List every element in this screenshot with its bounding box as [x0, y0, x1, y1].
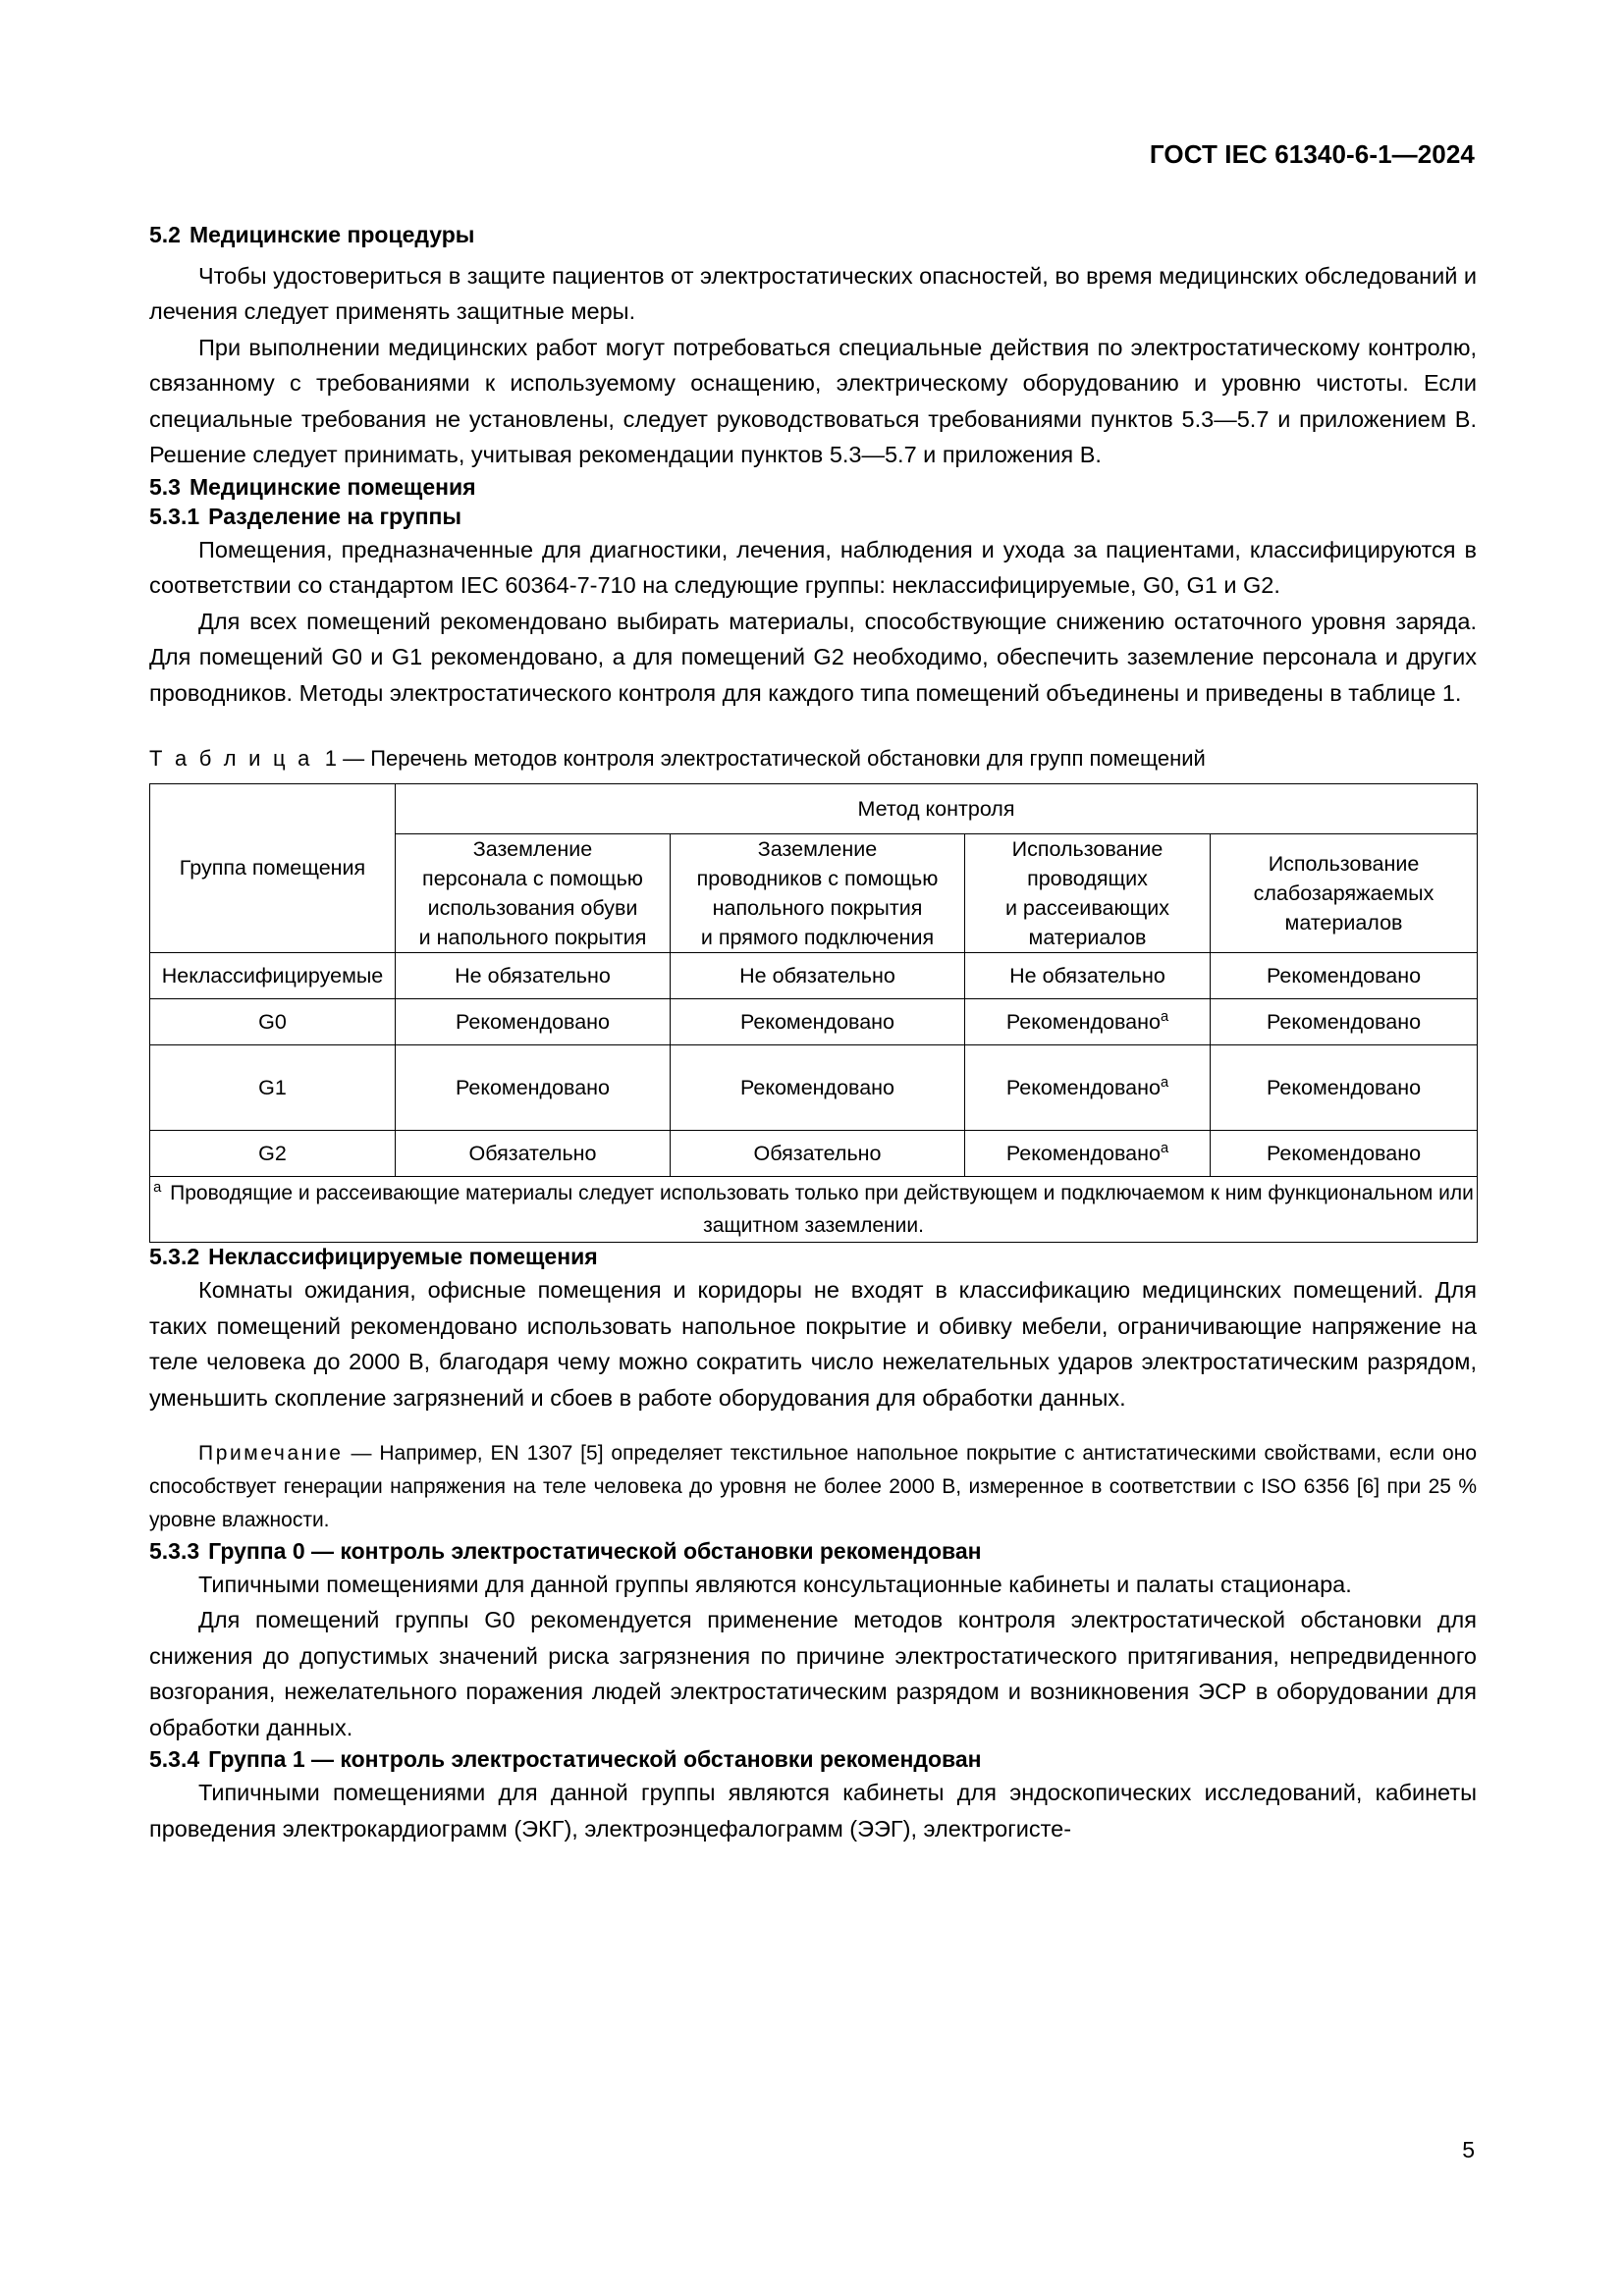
col-2-line-2: проводников с помощью [696, 867, 939, 891]
page-number: 5 [1462, 2137, 1475, 2163]
table-header-method: Метод контроля [396, 784, 1478, 834]
table-header-col-3 [965, 834, 1211, 953]
col-1-line-3: использования обуви [427, 896, 638, 921]
heading-5-3-1-title: Разделение на группы [208, 503, 462, 529]
col-4-line-3: материалов [1284, 911, 1403, 935]
row-1-col-4: Рекомендовано [1211, 999, 1478, 1045]
row-0-col-1: Не обязательно [396, 953, 671, 999]
col-3-line-4: материалов [1028, 926, 1147, 950]
row-1-col-2: Рекомендовано [671, 999, 965, 1045]
col-1-line-1: Заземление [472, 837, 593, 862]
table-footnote-text: Проводящие и рассеивающие материалы следует использовать только при действующем и подключаемом к ним функциональном или защитном заземлении. [164, 1182, 1474, 1238]
table-row [150, 953, 1478, 999]
note-label: Примечание [198, 1442, 344, 1466]
table-row [150, 1045, 1478, 1131]
table-control-methods [149, 783, 1478, 1243]
row-0-col-4: Рекомендовано [1211, 953, 1478, 999]
page-content [149, 221, 1477, 1846]
paragraph-5-3-3-2: Для помещений группы G0 рекомендуется применение методов контроля электростатической обстановки для снижения до допустимых значений риска загрязнения по причине электростатического притягивания, непредвиденного возгорания, нежелательного поражения людей электростатическим разрядом и возникновения ЭСР в оборудовании для обработки данных. [149, 1607, 1477, 1740]
table-caption [149, 744, 1477, 774]
row-2-col-1: Рекомендовано [396, 1045, 671, 1131]
paragraph-5-3-1-1: Помещения, предназначенные для диагностики, лечения, наблюдения и ухода за пациентами, классифицируются в соответствии со стандартом IEC 60364-7-710 на следующие группы: неклассифицируемые, G0, G1 и G2. [149, 536, 1477, 599]
col-2-line-3: напольного покрытия [712, 896, 923, 921]
row-2-col-2: Рекомендовано [671, 1045, 965, 1131]
table-row [150, 999, 1478, 1045]
row-0-col-2: Не обязательно [671, 953, 965, 999]
heading-5-3-title: Медицинские помещения [189, 473, 476, 500]
heading-5-3-2 [149, 1243, 1477, 1272]
table-caption-text: — Перечень методов контроля электростатической обстановки для групп помещений [337, 746, 1206, 772]
heading-5-3-2-title: Неклассифицируемые помещения [208, 1244, 598, 1270]
note-5-3-2 [149, 1437, 1477, 1537]
table-header-col-4 [1211, 834, 1478, 953]
heading-5-3-1 [149, 503, 1477, 532]
heading-5-2-title: Медицинские процедуры [189, 222, 475, 247]
heading-5-3-4-title: Группа 1 — контроль электростатической обстановки рекомендован [208, 1746, 982, 1773]
heading-5-3-number: 5.3 [149, 473, 181, 500]
table-header-col-2 [671, 834, 965, 953]
table-caption-number: 1 [324, 746, 337, 772]
table-header-col-1 [396, 834, 671, 953]
row-3-col-3-text: Рекомендовано [1005, 1141, 1161, 1165]
row-1-col-3-text: Рекомендовано [1005, 1009, 1161, 1034]
row-3-col-3 [965, 1131, 1211, 1177]
col-3-line-1: Использование [1011, 837, 1164, 862]
row-2-col-3 [965, 1045, 1211, 1131]
row-1-col-3 [965, 999, 1211, 1045]
row-1-col-3-footnote-mark: a [1160, 1008, 1169, 1025]
note-text: — Например, EN 1307 [5] определяет текстильное напольное покрытие с антистатическими свойствами, если оно способствует генерации напряжения на теле человека до уровня не более 2000 В, измеренное в соответствии с ISO 6356 [6] при 25 % уровне влажности. [149, 1442, 1477, 1532]
heading-5-3-3 [149, 1537, 1477, 1567]
col-2-line-1: Заземление [757, 837, 878, 862]
row-3-col-2: Обязательно [671, 1131, 965, 1177]
row-3-group: G2 [150, 1131, 396, 1177]
heading-5-3-4-number: 5.3.4 [149, 1746, 200, 1773]
heading-5-3-1-number: 5.3.1 [149, 503, 200, 529]
heading-5-3 [149, 473, 1477, 503]
row-2-col-3-footnote-mark: a [1160, 1074, 1169, 1091]
table-footnote-mark: a [153, 1180, 162, 1197]
row-3-col-3-footnote-mark: a [1160, 1140, 1169, 1156]
heading-5-3-3-number: 5.3.3 [149, 1538, 200, 1565]
row-0-col-3 [965, 953, 1211, 999]
paragraph-5-2-2: При выполнении медицинских работ могут потребоваться специальные действия по электростатическому контролю, связанному с требованиями к используемому оснащению, электрическому оборудованию и уровню чистоты. Если специальные требования не установлены, следует руководствоваться требованиями пунктов 5.3—5.7 и приложением В. Решение следует принимать, учитывая рекомендации пунктов 5.3—5.7 и приложения В. [149, 334, 1477, 468]
table-header-group: Группа помещения [150, 784, 396, 953]
paragraph-5-2-1: Чтобы удостовериться в защите пациентов от электростатических опасностей, во время медицинских обследований и лечения следует применять защитные меры. [149, 262, 1477, 325]
table-footnote [150, 1177, 1478, 1243]
heading-5-2-number: 5.2 [149, 222, 181, 247]
row-1-group: G0 [150, 999, 396, 1045]
row-2-group: G1 [150, 1045, 396, 1131]
paragraph-5-3-2-1: Комнаты ожидания, офисные помещения и коридоры не входят в классификацию медицинских помещений. Для таких помещений рекомендовано использовать напольное покрытие и обивку мебели, ограничивающие напряжение на теле человека до 2000 В, благодаря чему можно сократить число нежелательных ударов электростатическим разрядом, уменьшить скопление загрязнений и сбоев в работе оборудования для обработки данных. [149, 1277, 1477, 1411]
heading-5-2 [149, 221, 1477, 250]
col-4-line-2: слабозаряжаемых [1253, 881, 1435, 906]
row-3-col-1: Обязательно [396, 1131, 671, 1177]
col-1-line-2: персонала с помощью [422, 867, 643, 891]
table-caption-word: Т а б л и ц а [149, 746, 313, 772]
heading-5-3-2-number: 5.3.2 [149, 1244, 200, 1270]
col-1-line-4: и напольного покрытия [418, 926, 647, 950]
row-0-col-3-text: Не обязательно [1009, 963, 1165, 988]
col-3-line-2: проводящих [1027, 867, 1148, 891]
paragraph-5-3-4-1: Типичными помещениями для данной группы являются кабинеты для эндоскопических исследований, кабинеты проведения электрокардиограмм (ЭКГ), электроэнцефалограмм (ЭЭГ), электрогисте- [149, 1780, 1477, 1842]
paragraph-5-3-3-1: Типичными помещениями для данной группы являются консультационные кабинеты и палаты стационара. [198, 1571, 1352, 1597]
col-4-line-1: Использование [1268, 852, 1420, 877]
col-3-line-3: и рассеивающих [1004, 896, 1170, 921]
row-0-group: Неклассифицируемые [150, 953, 396, 999]
paragraph-5-3-1-2: Для всех помещений рекомендовано выбирать материалы, способствующие снижению остаточного уровня заряда. Для помещений G0 и G1 рекомендовано, а для помещений G2 необходимо, обеспечить заземление персонала и других проводников. Методы электростатического контроля для каждого типа помещений объединены и приведены в таблице 1. [149, 608, 1477, 706]
col-2-line-4: и прямого подключения [700, 926, 935, 950]
running-header: ГОСТ IEC 61340-6-1—2024 [1149, 139, 1475, 169]
row-2-col-4: Рекомендовано [1211, 1045, 1478, 1131]
table-row [150, 1131, 1478, 1177]
heading-5-3-4 [149, 1745, 1477, 1775]
heading-5-3-3-title: Группа 0 — контроль электростатической обстановки рекомендован [208, 1538, 982, 1565]
table-footnote-row [150, 1177, 1478, 1243]
table-header-row-span [150, 784, 1478, 834]
row-1-col-1: Рекомендовано [396, 999, 671, 1045]
row-3-col-4: Рекомендовано [1211, 1131, 1478, 1177]
row-2-col-3-text: Рекомендовано [1005, 1075, 1161, 1099]
